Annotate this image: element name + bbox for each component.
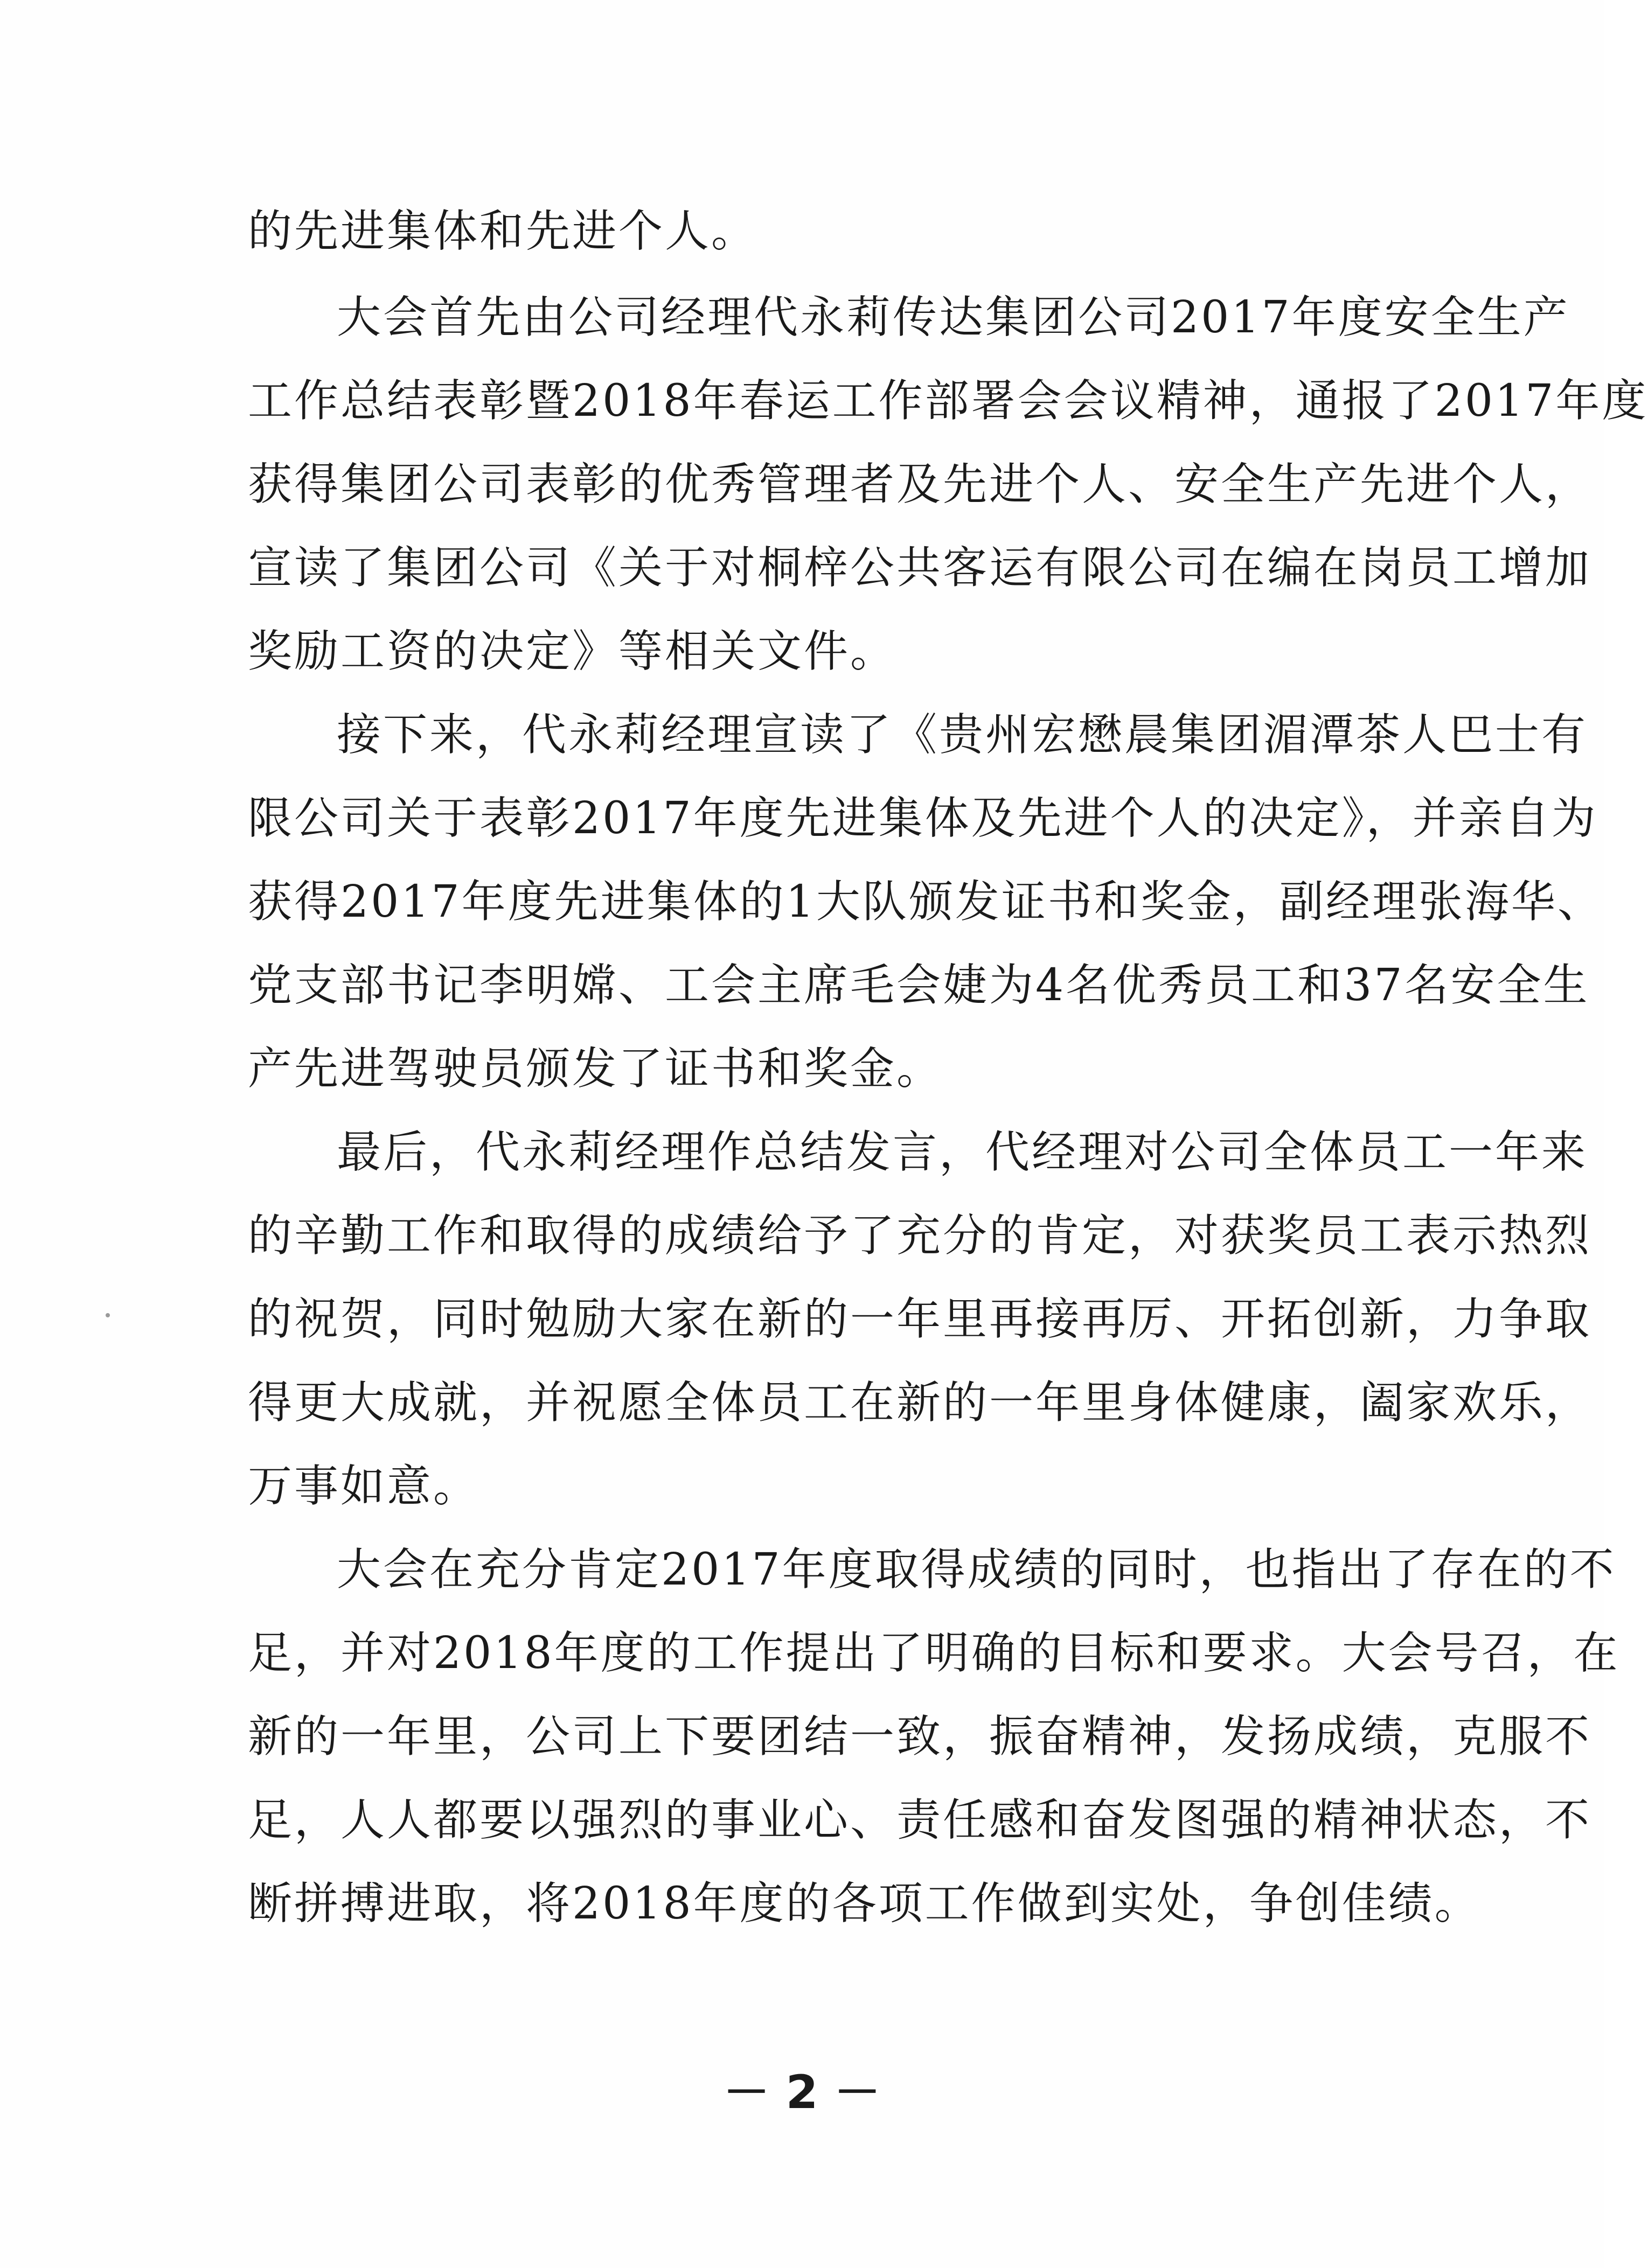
body-line: 工作总结表彰暨2018年春运工作部署会会议精神，通报了2017年度 (248, 375, 1648, 427)
body-line: 万事如意。 (248, 1461, 480, 1512)
body-line: 的先进集体和先进个人。 (248, 206, 758, 257)
body-line: 党支部书记李明嫦、工会主席毛会婕为4名优秀员工和37名安全生 (248, 960, 1590, 1011)
paragraph-first-line: 大会首先由公司经理代永莉传达集团公司2017年度安全生产 (337, 292, 1570, 343)
paragraph-first-line: 接下来，代永莉经理宣读了《贵州宏懋晨集团湄潭茶人巴士有 (337, 709, 1588, 760)
body-line: 限公司关于表彰2017年度先进集体及先进个人的决定》，并亲自为 (248, 793, 1598, 844)
body-line: 新的一年里，公司上下要团结一致，振奋精神，发扬成绩，克服不 (248, 1711, 1592, 1762)
body-line: 足，人人都要以强烈的事业心、责任感和奋发图强的精神状态，不 (248, 1795, 1592, 1846)
paragraph-first-line: 最后，代永莉经理作总结发言，代经理对公司全体员工一年来 (337, 1127, 1588, 1178)
page-number: － 2 － (723, 2065, 881, 2119)
body-line: 获得集团公司表彰的优秀管理者及先进个人、安全生产先进个人， (248, 459, 1592, 510)
body-line: 奖励工资的决定》等相关文件。 (248, 626, 897, 677)
body-line: 的辛勤工作和取得的成绩给予了充分的肯定，对获奖员工表示热烈 (248, 1210, 1592, 1261)
scan-speck (106, 1313, 110, 1317)
body-line: 断拼搏进取，将2018年度的各项工作做到实处，争创佳绩。 (248, 1878, 1481, 1929)
body-line: 的祝贺，同时勉励大家在新的一年里再接再厉、开拓创新，力争取 (248, 1294, 1592, 1345)
body-line: 获得2017年度先进集体的1大队颁发证书和奖金，副经理张海华、 (248, 876, 1604, 927)
paragraph-first-line: 大会在充分肯定2017年度取得成绩的同时，也指出了存在的不 (337, 1544, 1616, 1595)
body-line: 产先进驾驶员颁发了证书和奖金。 (248, 1043, 943, 1094)
body-line: 宣读了集团公司《关于对桐梓公共客运有限公司在编在岗员工增加 (248, 542, 1592, 594)
body-line: 足，并对2018年度的工作提出了明确的目标和要求。大会号召，在 (248, 1628, 1620, 1679)
body-line: 得更大成就，并祝愿全体员工在新的一年里身体健康，阖家欢乐， (248, 1377, 1592, 1428)
